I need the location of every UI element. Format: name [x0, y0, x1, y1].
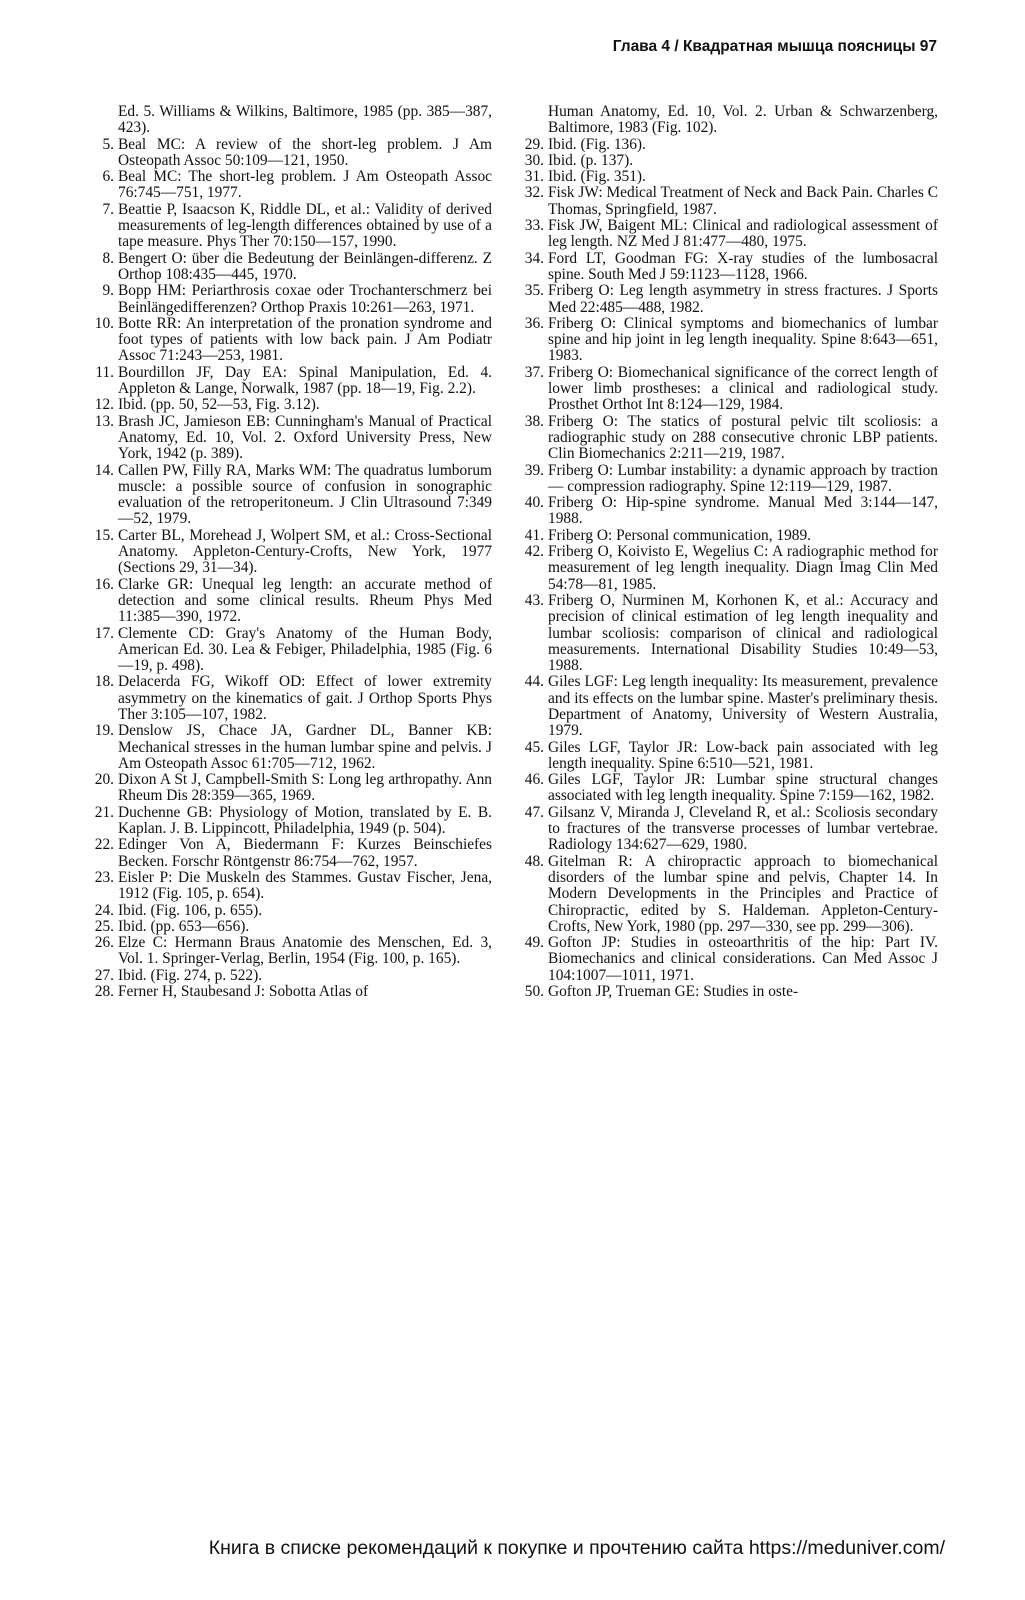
reference-entry [520, 153, 938, 169]
reference-entry [90, 674, 492, 723]
references-right-column [520, 104, 938, 1000]
reference-text: Friberg O, Koivisto E, Wegelius C: A radiographic method for measurement of leg length inequality. Diagn Imag Clin Med 54:78—81, 1985. [548, 543, 938, 593]
reference-text: Bopp HM: Periarthrosis coxae oder Trochanterschmerz bei Beinlängedifferenzen? Orthop Praxis 10:261—263, 1971. [118, 282, 492, 316]
reference-entry [520, 740, 938, 773]
reference-number: 6. [102, 168, 114, 186]
reference-entry [90, 397, 492, 413]
reference-number: 42. [524, 543, 544, 561]
reference-entry [90, 772, 492, 805]
reference-entry [520, 854, 938, 935]
site-footer-note: Книга в списке рекомендаций к покупке и прочтению сайта https://meduniver.com/ [208, 1537, 945, 1559]
reference-number: 15. [94, 526, 114, 544]
reference-entry [520, 805, 938, 854]
reference-number: 49. [524, 934, 544, 952]
reference-entry [90, 805, 492, 838]
reference-number: 45. [524, 738, 544, 756]
reference-number: 12. [94, 396, 114, 414]
reference-text: Denslow JS, Chace JA, Gardner DL, Banner KB: Mechanical stresses in the human lumbar spine and pelvis. J Am Osteopath Assoc 61:705—712, 1962. [118, 722, 492, 772]
reference-entry [520, 984, 938, 1000]
reference-text: Clemente CD: Gray's Anatomy of the Human Body, American Ed. 30. Lea & Febiger, Philadelphia, 1985 (Fig. 6—19, p. 498). [118, 624, 492, 675]
reference-number: 16. [94, 575, 114, 593]
reference-number: 17. [94, 624, 114, 642]
reference-text: Ed. 5. Williams & Wilkins, Baltimore, 1985 (pp. 385—387, 423). [118, 103, 492, 137]
reference-entry [90, 919, 492, 935]
reference-number: 7. [102, 200, 114, 218]
reference-entry [90, 251, 492, 284]
reference-text: Friberg O, Nurminen M, Korhonen K, et al.: Accuracy and precision of clinical estimation of leg length inequality and lumbar scoliosis: comparison of clinical and radiological measurements. International Disability Studies 10:49—53, 1988. [548, 591, 938, 675]
reference-number: 31. [524, 168, 544, 186]
reference-entry [90, 935, 492, 968]
reference-entry [90, 528, 492, 577]
reference-entry [520, 185, 938, 218]
reference-entry [90, 137, 492, 170]
reference-text: Eisler P: Die Muskeln des Stammes. Gustav Fischer, Jena, 1912 (Fig. 105, p. 654). [118, 868, 492, 903]
reference-number: 10. [94, 314, 114, 332]
reference-text: Dixon A St J, Campbell-Smith S: Long leg arthropathy. Ann Rheum Dis 28:359—365, 1969. [118, 771, 492, 805]
reference-entry [90, 984, 492, 1000]
reference-text: Ibid. (p. 137). [548, 151, 634, 169]
references-left-column [90, 104, 492, 1000]
reference-entry [90, 414, 492, 463]
reference-text: Gofton JP: Studies in osteoarthritis of the hip: Part IV. Biomechanics and clinical considerations. Can Med Assoc J 104:1007—1011, 1971. [548, 934, 938, 984]
reference-entry [90, 723, 492, 772]
reference-text: Ibid. (pp. 653—656). [118, 917, 250, 935]
reference-entry [90, 283, 492, 316]
reference-number: 21. [94, 803, 114, 821]
reference-number: 46. [524, 771, 544, 789]
reference-text: Botte RR: An interpretation of the pronation syndrome and foot types of patients with low back pain. J Am Podiatr Assoc 71:243—253, 1981. [118, 314, 492, 365]
reference-entry [90, 169, 492, 202]
reference-text: Ferner H, Staubesand J: Sobotta Atlas of [118, 983, 369, 1001]
reference-entry [90, 903, 492, 919]
reference-entry [520, 544, 938, 593]
reference-entry [90, 577, 492, 626]
reference-text: Human Anatomy, Ed. 10, Vol. 2. Urban & Schwarzenberg, Baltimore, 1983 (Fig. 102). [548, 103, 938, 137]
reference-number: 41. [524, 526, 544, 544]
reference-text: Bengert O: über die Bedeutung der Beinlängen-differenz. Z Orthop 108:435—445, 1970. [118, 249, 492, 283]
reference-number: 48. [524, 852, 544, 870]
reference-entry [520, 365, 938, 414]
reference-number: 25. [94, 917, 114, 935]
reference-number: 14. [94, 461, 114, 479]
reference-entry [90, 837, 492, 870]
reference-text: Fisk JW, Baigent ML: Clinical and radiological assessment of leg length. NZ Med J 81:477—480, 1975. [548, 217, 938, 251]
reference-number: 23. [94, 868, 114, 886]
running-header: Глава 4 / Квадратная мышца поясницы 97 [612, 38, 937, 55]
reference-entry [90, 968, 492, 984]
reference-entry [520, 169, 938, 185]
reference-text: Giles LGF, Taylor JR: Lumbar spine structural changes associated with leg length inequality. Spine 7:159—162, 1982. [548, 771, 938, 805]
reference-text: Friberg O: Hip-spine syndrome. Manual Med 3:144—147, 1988. [548, 494, 938, 528]
reference-text: Ibid. (pp. 50, 52—53, Fig. 3.12). [118, 396, 320, 414]
reference-number: 8. [102, 249, 114, 267]
reference-number: 22. [94, 836, 114, 854]
reference-text: Ibid. (Fig. 351). [548, 168, 646, 186]
reference-number: 39. [524, 461, 544, 479]
reference-text: Ibid. (Fig. 274, p. 522). [118, 966, 263, 984]
reference-entry [90, 365, 492, 398]
reference-number: 37. [524, 363, 544, 381]
reference-number: 11. [95, 363, 114, 381]
reference-text: Giles LGF, Taylor JR: Low-back pain associated with leg length inequality. Spine 6:510—521, 1981. [548, 738, 938, 772]
reference-text: Gitelman R: A chiropractic approach to biomechanical disorders of the lumbar spine and pelvis, Chapter 14. In Modern Developments in the Principles and Practice of Chiropractic, edited by S. Haldeman. Appleton-Century-Crofts, New York, 1980 (pp. 297—330, see pp. 299—306). [548, 852, 938, 935]
reference-number: 36. [524, 314, 544, 332]
reference-text: Beal MC: A review of the short-leg problem. J Am Osteopath Assoc 50:109—121, 1950. [118, 135, 492, 169]
reference-number: 47. [524, 803, 544, 821]
reference-text: Friberg O: Clinical symptoms and biomechanics of lumbar spine and hip joint in leg length inequality. Spine 8:643—651, 1983. [548, 314, 938, 365]
reference-text: Delacerda FG, Wikoff OD: Effect of lower extremity asymmetry on the kinematics of gait. J Orthop Sports Phys Ther 3:105—107, 1982. [118, 673, 492, 723]
reference-entry [90, 316, 492, 365]
reference-number: 19. [94, 722, 114, 740]
reference-text: Fisk JW: Medical Treatment of Neck and Back Pain. Charles C Thomas, Springfield, 1987. [548, 184, 938, 218]
reference-text: Clarke GR: Unequal leg length: an accurate method of detection and some clinical results. Rheum Phys Med 11:385—390, 1972. [118, 575, 492, 626]
reference-entry [520, 283, 938, 316]
reference-number: 30. [524, 151, 544, 169]
reference-number: 18. [94, 673, 114, 691]
reference-entry [520, 137, 938, 153]
reference-text: Giles LGF: Leg length inequality: Its measurement, prevalence and its effects on the lumbar spine. Master's preliminary thesis. Department of Anatomy, University of Western Australia, 1979. [548, 673, 938, 740]
reference-number: 20. [94, 771, 114, 789]
reference-number: 24. [94, 901, 114, 919]
reference-entry [90, 104, 492, 137]
reference-entry [520, 935, 938, 984]
reference-text: Ford LT, Goodman FG: X-ray studies of the lumbosacral spine. South Med J 59:1123—1128, 1966. [548, 249, 938, 283]
reference-text: Brash JC, Jamieson EB: Cunningham's Manual of Practical Anatomy, Ed. 10, Vol. 2. Oxford University Press, New York, 1942 (p. 389). [118, 412, 492, 463]
reference-entry [520, 593, 938, 674]
reference-entry [520, 414, 938, 463]
reference-text: Friberg O: Personal communication, 1989. [548, 526, 812, 544]
reference-entry [520, 528, 938, 544]
reference-number: 40. [524, 494, 544, 512]
reference-text: Gilsanz V, Miranda J, Cleveland R, et al.: Scoliosis secondary to fractures of the transverse processes of lumbar vertebrae. Radiology 134:627—629, 1980. [548, 803, 938, 854]
reference-number: 32. [524, 184, 544, 202]
reference-number: 38. [524, 412, 544, 430]
reference-entry [520, 463, 938, 496]
reference-text: Bourdillon JF, Day EA: Spinal Manipulation, Ed. 4. Appleton & Lange, Norwalk, 1987 (pp. 18—19, Fig. 2.2). [118, 363, 492, 398]
reference-number: 33. [524, 217, 544, 235]
reference-text: Beal MC: The short-leg problem. J Am Osteopath Assoc 76:745—751, 1977. [118, 168, 492, 202]
reference-text: Edinger Von A, Biedermann F: Kurzes Beinschiefes Becken. Forschr Röntgenstr 86:754—762, 1957. [118, 836, 492, 870]
reference-text: Carter BL, Morehead J, Wolpert SM, et al.: Cross-Sectional Anatomy. Appleton-Century-Crofts, New York, 1977 (Sections 29, 31—34). [118, 526, 492, 577]
reference-entry [520, 104, 938, 137]
reference-number: 29. [524, 135, 544, 153]
reference-text: Ibid. (Fig. 106, p. 655). [118, 901, 263, 919]
reference-number: 26. [94, 934, 114, 952]
reference-text: Ibid. (Fig. 136). [548, 135, 646, 153]
reference-number: 50. [524, 983, 544, 1001]
reference-number: 43. [524, 591, 544, 609]
reference-text: Beattie P, Isaacson K, Riddle DL, et al.: Validity of derived measurements of leg-length differences obtained by use of a tape measure. Phys Ther 70:150—157, 1990. [118, 200, 492, 251]
reference-number: 13. [94, 412, 114, 430]
reference-text: Friberg O: Leg length asymmetry in stress fractures. J Sports Med 22:485—488, 1982. [548, 282, 938, 316]
reference-entry [520, 495, 938, 528]
reference-entry [520, 316, 938, 365]
reference-entry [520, 772, 938, 805]
reference-entry [90, 463, 492, 528]
reference-number: 35. [524, 282, 544, 300]
reference-number: 28. [94, 983, 114, 1001]
reference-number: 5. [102, 135, 114, 153]
reference-number: 44. [524, 673, 544, 691]
reference-text: Friberg O: The statics of postural pelvic tilt scoliosis: a radiographic study on 288 consecutive chronic LBP patients. Clin Biomechanics 2:211—219, 1987. [548, 412, 938, 463]
reference-text: Friberg O: Biomechanical significance of the correct length of lower limb prostheses: a clinical and radiological study. Prosthet Orthot Int 8:124—129, 1984. [548, 363, 938, 414]
reference-entry [520, 674, 938, 739]
reference-text: Elze C: Hermann Braus Anatomie des Menschen, Ed. 3, Vol. 1. Springer-Verlag, Berlin, 1954 (Fig. 100, p. 165). [118, 934, 492, 968]
reference-text: Callen PW, Filly RA, Marks WM: The quadratus lumborum muscle: a possible source of confusion in sonographic evaluation of the retroperitoneum. J Clin Ultrasound 7:349—52, 1979. [118, 461, 492, 528]
reference-text: Gofton JP, Trueman GE: Studies in oste- [548, 983, 799, 1001]
reference-entry [90, 626, 492, 675]
reference-text: Friberg O: Lumbar instability: a dynamic approach by traction — compression radiography. Spine 12:119—129, 1987. [548, 461, 938, 495]
reference-number: 34. [524, 249, 544, 267]
reference-entry [90, 870, 492, 903]
reference-entry [520, 218, 938, 251]
reference-number: 9. [102, 282, 114, 300]
reference-entry [90, 202, 492, 251]
reference-entry [520, 251, 938, 284]
reference-text: Duchenne GB: Physiology of Motion, translated by E. B. Kaplan. J. B. Lippincott, Philadelphia, 1949 (p. 504). [118, 803, 492, 838]
reference-number: 27. [94, 966, 114, 984]
